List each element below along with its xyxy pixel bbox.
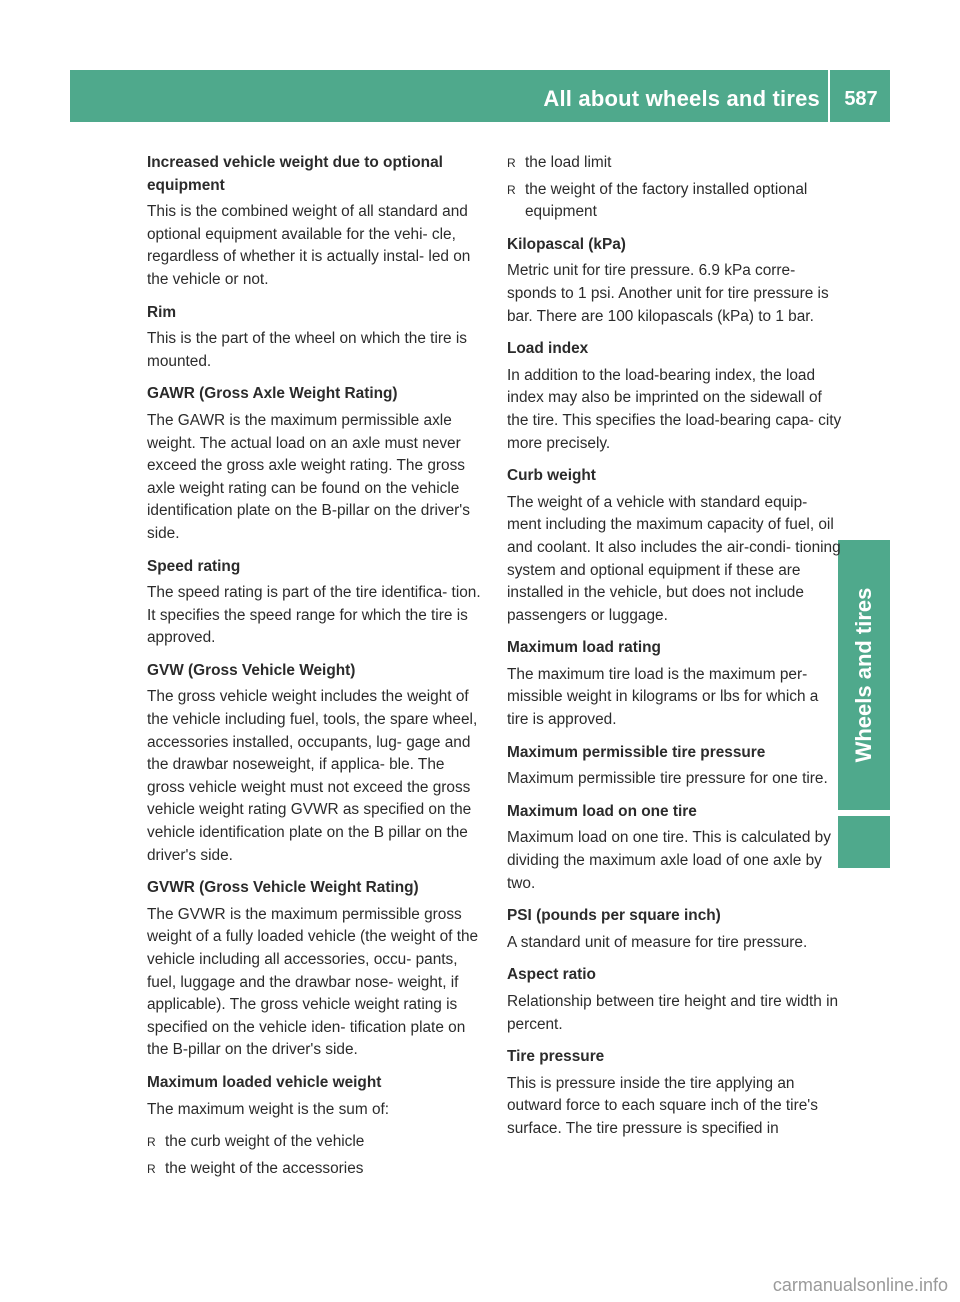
- glossary-definition: Maximum permissible tire pressure for one tire.: [507, 770, 828, 788]
- glossary-term: Rim: [147, 303, 177, 321]
- glossary-term: Curb weight: [507, 467, 596, 485]
- glossary-term: Maximum load on one tire: [507, 802, 697, 820]
- glossary-definition: Maximum load on one tire. This is calculated by dividing the maximum axle load of one axle by two.: [507, 829, 831, 892]
- bullet-marker: R: [507, 156, 516, 170]
- glossary-entry: [507, 801, 842, 895]
- chapter-marker: [838, 816, 890, 868]
- list-item-text: the weight of the factory installed optional equipment: [525, 180, 808, 221]
- glossary-entry: [147, 152, 482, 292]
- glossary-entry: [147, 1072, 482, 1180]
- glossary-entry: [507, 637, 842, 731]
- glossary-definition: This is the combined weight of all standard and optional equipment available for the vehi- cle, regardless of whether it is actually instal- led on the vehicle or not.: [147, 203, 471, 288]
- page-header: [70, 70, 890, 122]
- glossary-term: PSI (pounds per square inch): [507, 907, 721, 925]
- glossary-definition: A standard unit of measure for tire pressure.: [507, 933, 808, 951]
- glossary-term: GAWR (Gross Axle Weight Rating): [147, 385, 398, 403]
- section-title: All about wheels and tires: [543, 86, 820, 111]
- glossary-entry: [507, 1046, 842, 1140]
- list-item: [147, 1158, 482, 1181]
- bullet-marker: R: [507, 182, 516, 197]
- glossary-definition: The GAWR is the maximum permissible axle weight. The actual load on an axle must never exceed the gross axle weight rating. The gross axle weight rating can be found on the vehicle identification plate on the B-pillar on the driver's side.: [147, 411, 470, 542]
- glossary-entry: [507, 465, 842, 627]
- glossary-entry: [507, 742, 842, 791]
- glossary-definition: The weight of a vehicle with standard equip- ment including the maximum capacity of fuel, oil and coolant. It also includes the air-condi- tioning system and optional equipment if these are installed in the vehicle, but does not include passengers or luggage.: [507, 493, 841, 624]
- bullet-marker: R: [147, 1161, 156, 1176]
- glossary-term: GVW (Gross Vehicle Weight): [147, 661, 356, 679]
- glossary-definition: In addition to the load-bearing index, the load index may also be imprinted on the sidewall of the tire. This specifies the load-bearing capa- city more precisely.: [507, 366, 842, 452]
- bullet-list: [147, 1131, 482, 1180]
- glossary-term: Load index: [507, 340, 589, 358]
- glossary-definition: This is the part of the wheel on which the tire is mounted.: [147, 330, 467, 370]
- glossary-entry: [147, 877, 482, 1062]
- glossary-entry: [507, 338, 842, 455]
- glossary-term: Kilopascal (kPa): [507, 235, 626, 253]
- glossary-definition: The GVWR is the maximum permissible gross weight of a fully loaded vehicle (the weight of the vehicle including all accessories, occu- pants, fuel, luggage and the drawbar nose- weight, if applicable). The gross vehicle weight rating is specified on the vehicle iden- tification plate on the B-pillar on the driver's side.: [147, 905, 479, 1059]
- page-number: 587: [844, 88, 878, 110]
- left-column: [147, 152, 482, 1190]
- glossary-definition: The maximum tire load is the maximum per- missible weight in kilograms or lbs for which a tire is approved.: [507, 665, 819, 729]
- glossary-definition: The maximum weight is the sum of:: [147, 1100, 390, 1118]
- glossary-definition: The speed rating is part of the tire identifica- tion. It specifies the speed range for which the tire is approved.: [147, 584, 481, 647]
- list-item: [507, 179, 842, 224]
- glossary-entry: [147, 660, 482, 867]
- glossary-term: GVWR (Gross Vehicle Weight Rating): [147, 879, 419, 897]
- glossary-entry: [147, 556, 482, 650]
- right-column: [507, 152, 842, 1151]
- header-divider: [828, 70, 830, 122]
- glossary-term: Maximum permissible tire pressure: [507, 743, 766, 761]
- glossary-definition: Relationship between tire height and tire width in percent.: [507, 993, 839, 1033]
- glossary-term: Speed rating: [147, 557, 241, 575]
- chapter-tab: [838, 540, 890, 810]
- glossary-term: Aspect ratio: [507, 966, 596, 984]
- glossary-term: Maximum load rating: [507, 639, 661, 657]
- glossary-definition: The gross vehicle weight includes the weight of the vehicle including fuel, tools, the spare wheel, accessories installed, occupants, lug- gage and the drawbar noseweight, if applica- ble. The gross vehicle weight must not exceed the gross vehicle weight rating GVWR as specified on the vehicle identification plate on the B pillar on the driver's side.: [147, 688, 478, 864]
- list-item-text: the weight of the accessories: [165, 1159, 364, 1177]
- glossary-entry: [507, 905, 842, 954]
- list-item: [147, 1131, 482, 1154]
- chapter-tab-label: Wheels and tires: [851, 587, 876, 763]
- glossary-entry: [147, 383, 482, 545]
- glossary-entry: [507, 152, 842, 224]
- glossary-term: Maximum loaded vehicle weight: [147, 1073, 382, 1091]
- glossary-definition: This is pressure inside the tire applying an outward force to each square inch of the tire's surface. The tire pressure is specified in: [507, 1074, 818, 1137]
- watermark: carmanualsonline.info: [772, 1275, 948, 1295]
- list-item-text: the load limit: [525, 154, 612, 171]
- glossary-entry: [507, 234, 842, 328]
- glossary-definition: Metric unit for tire pressure. 6.9 kPa corre- sponds to 1 psi. Another unit for tire pressure is bar. There are 100 kilopascals (kPa) to 1 bar.: [507, 262, 829, 325]
- glossary-term: Tire pressure: [507, 1048, 605, 1066]
- glossary-term: Increased vehicle weight due to optional equipment: [147, 154, 443, 194]
- bullet-list: [507, 152, 842, 224]
- list-item-text: the curb weight of the vehicle: [165, 1133, 365, 1151]
- glossary-entry: [147, 302, 482, 374]
- bullet-marker: R: [147, 1135, 156, 1150]
- glossary-entry: [507, 964, 842, 1036]
- list-item: [507, 152, 842, 175]
